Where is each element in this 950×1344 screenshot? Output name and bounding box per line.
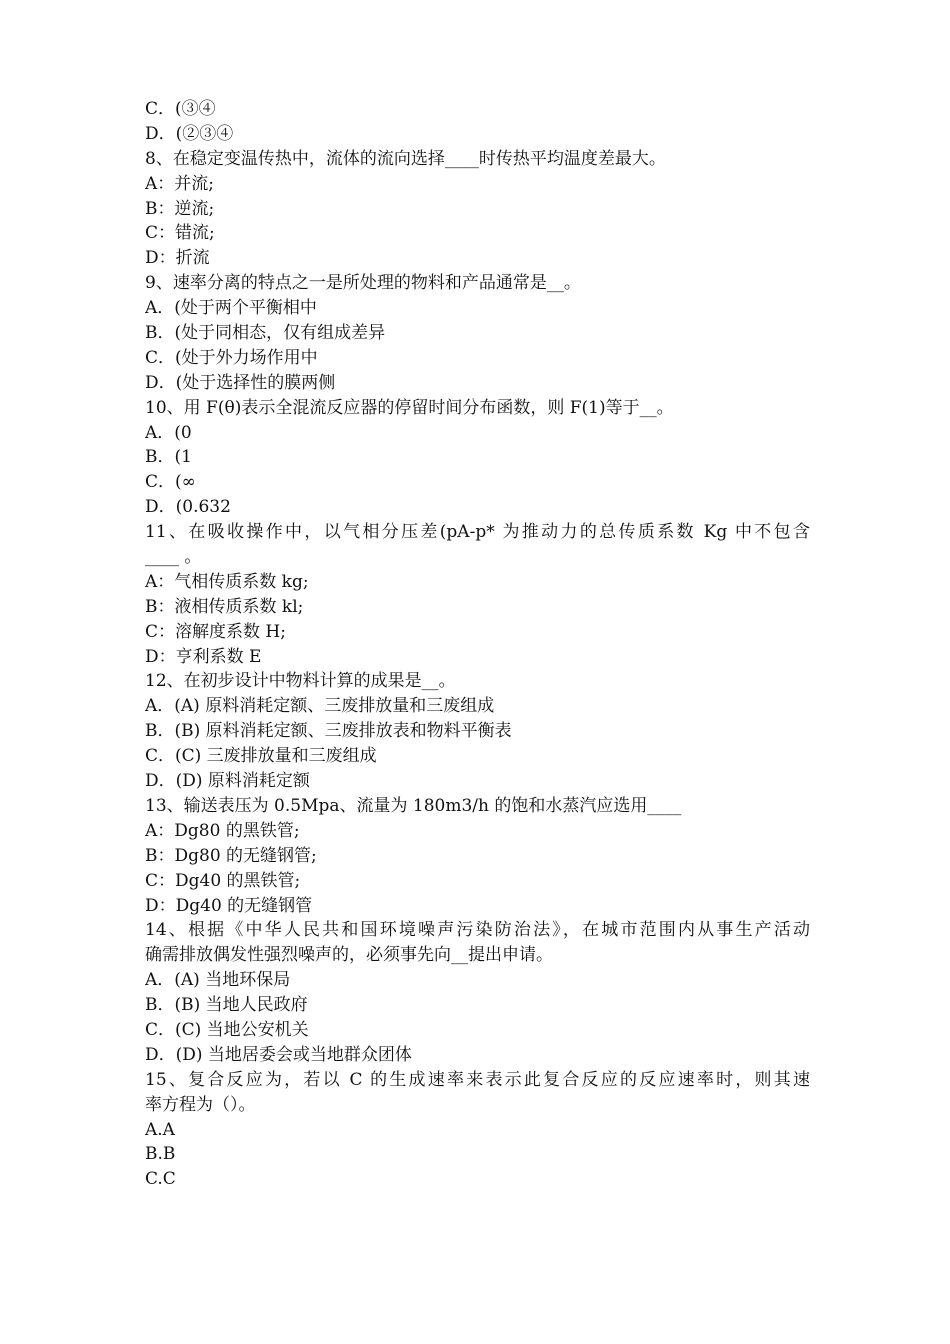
text-line: C．(③④: [145, 99, 216, 119]
text-line: B：逆流;: [145, 198, 215, 219]
text-line: D．(0.632: [145, 497, 231, 518]
text-line: B．(B) 当地人民政府: [145, 995, 308, 1016]
text-line: D．(处于选择性的膜两侧: [145, 372, 336, 393]
text-line: B．(处于同相态，仅有组成差异: [145, 323, 386, 344]
text-line: 率方程为（）。: [145, 1094, 256, 1115]
text-line: 11、在吸收操作中，以气相分压差(pA-p* 为推动力的总传质系数 Kg 中不包含: [145, 522, 810, 543]
text-line: 10、用 F(θ)表示全混流反应器的停留时间分布函数，则 F(1)等于__。: [145, 397, 674, 418]
text-line: B.B: [145, 1144, 176, 1165]
text-line: C．(C) 三废排放量和三废组成: [145, 746, 377, 767]
text-line: C：Dg40 的黑铁管;: [145, 870, 301, 891]
text-line: D：Dg40 的无缝钢管: [145, 895, 313, 916]
text-line: A：Dg80 的黑铁管;: [145, 820, 300, 841]
text-line: D．(②③④: [145, 123, 234, 144]
text-line: 9、速率分离的特点之一是所处理的物料和产品通常是__。: [145, 273, 581, 294]
text-line: C．(C) 当地公安机关: [145, 1019, 309, 1040]
text-line: A．(A) 原料消耗定额、三废排放量和三废组成: [145, 696, 495, 717]
text-line: 13、输送表压为 0.5Mpa、流量为 180m3/h 的饱和水蒸汽应选用____: [145, 795, 682, 816]
text-line: C．(处于外力场作用中: [145, 347, 318, 368]
text-line: D：折流: [145, 248, 210, 269]
text-line: D．(D) 当地居委会或当地群众团体: [145, 1044, 412, 1065]
text-line: C.C: [145, 1169, 176, 1190]
text-line: D．(D) 原料消耗定额: [145, 771, 310, 792]
text-line: A．(处于两个平衡相中: [145, 298, 317, 319]
text-line: D：亨利系数 E: [145, 646, 262, 667]
text-line: B：液相传质系数 kl;: [145, 596, 304, 617]
text-line: B．(B) 原料消耗定额、三废排放表和物料平衡表: [145, 721, 512, 742]
text-line: B．(1: [145, 447, 192, 468]
text-line: A．(A) 当地环保局: [145, 970, 291, 991]
text-line: 15、复合反应为，若以 C 的生成速率来表示此复合反应的反应速率时，则其速: [145, 1069, 810, 1090]
question-text-block: [145, 97, 810, 1192]
text-line: C．(∞: [145, 472, 196, 493]
text-line: 14、根据《中华人民共和国环境噪声污染防治法》，在城市范围内从事生产活动: [145, 920, 810, 941]
text-line: A：并流;: [145, 173, 215, 194]
text-line: B：Dg80 的无缝钢管;: [145, 845, 317, 866]
text-line: A.A: [145, 1119, 175, 1140]
text-line: ____ 。: [145, 547, 202, 568]
text-line: C：错流;: [145, 223, 215, 244]
text-line: 8、在稳定变温传热中，流体的流向选择____时传热平均温度差最大。: [145, 148, 666, 169]
text-line: A：气相传质系数 kg;: [145, 571, 309, 592]
text-line: A．(0: [145, 422, 192, 443]
text-line: 12、在初步设计中物料计算的成果是__。: [145, 671, 456, 692]
text-line: 确需排放偶发性强烈噪声的，必须事先向__提出申请。: [145, 945, 553, 966]
text-line: C：溶解度系数 H;: [145, 621, 286, 642]
